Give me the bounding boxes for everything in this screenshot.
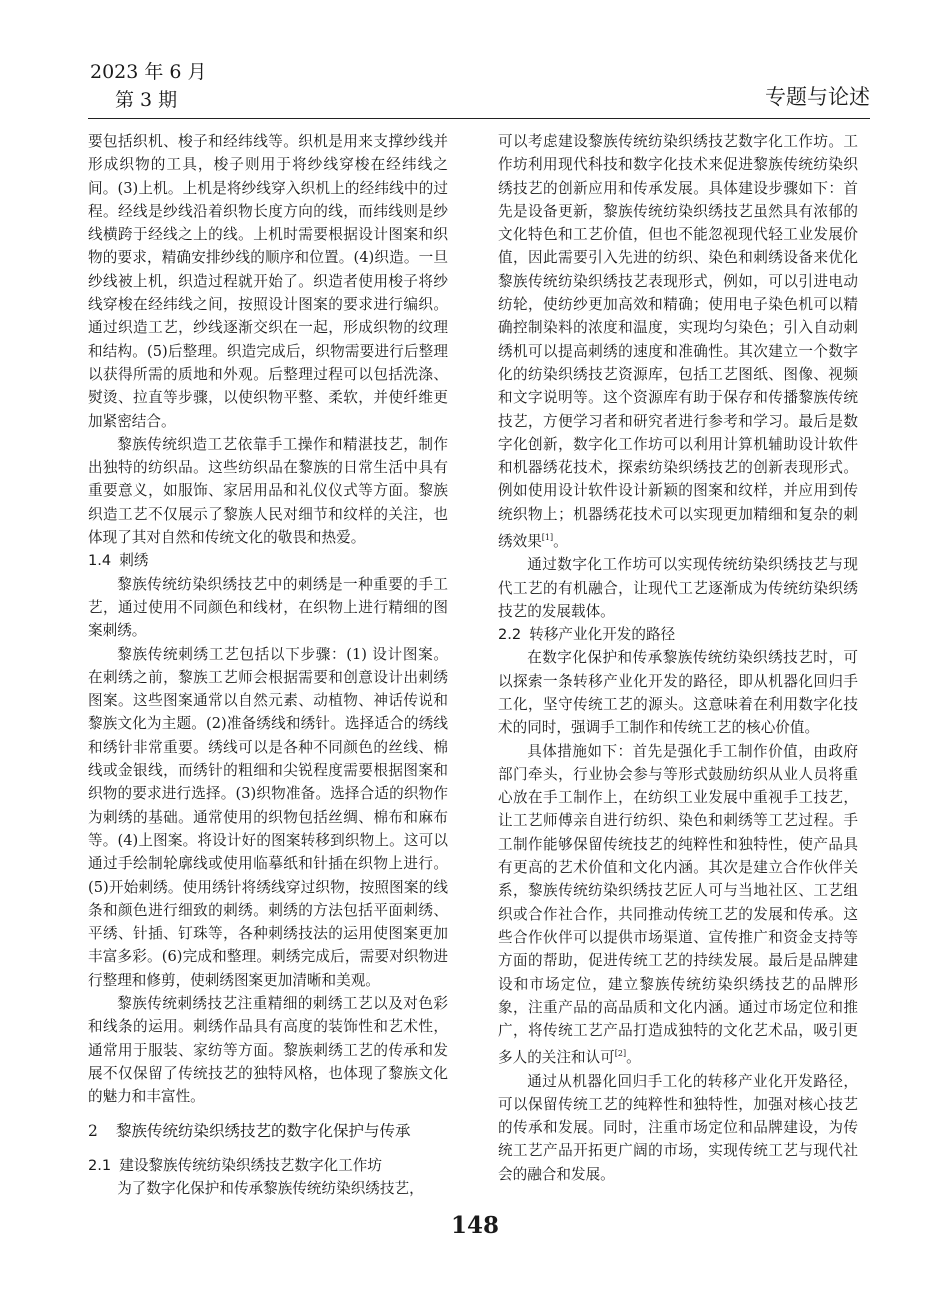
paragraph-text: 具体措施如下：首先是强化手工制作价值，由政府部门牵头，行业协会参与等形式鼓励纺织从业人员将重心放在手工制作上，在纺织工业发展中重视手工技艺，让工艺师傅亲自进行纺织、染色和刺绣等工艺过程。手工制作能够保留传统技艺的纯粹性和独特性，使产品具有更高的艺术价值和文化内涵。其次是建立合作伙伴关系，黎族传统纺染织绣技艺匠人可与当地社区、工艺组织或合作社合作，共同推动传统工艺的发展和传承。这些合作伙伴可以提供市场渠道、宣传推广和资金支持等方面的帮助，促进传统工艺的持续发展。最后是品牌建设和市场定位，建立黎族传统纺染织绣技艺的品牌形象，注重产品的高品质和文化内涵。通过市场定位和推广，将传统工艺产品打造成独特的文化艺术品，吸引更多人的关注和认可: [498, 742, 858, 1067]
section-heading-2: [88, 1120, 448, 1143]
paragraph-text: 可以考虑建设黎族传统纺染织绣技艺数字化工作坊。工作坊利用现代科技和数字化技术来促进黎族传统纺染织绣技艺的创新应用和传承发展。具体建设步骤如下：首先是设备更新，黎族传统纺染织绣技艺虽然具有浓郁的文化特色和工艺价值，但也不能忽视现代轻工业发展价值，因此需要引入先进的纺织、染色和刺绣设备来优化黎族传统纺染织绣技艺表现形式，例如，可以引进电动纺轮，使纺纱更加高效和精确；使用电子染色机可以精确控制染料的浓度和温度，实现均匀染色；引入自动刺绣机可以提高刺绣的速度和准确性。其次建立一个数字化的纺染织绣技艺资源库，包括工艺图纸、图像、视频和文字说明等。这个资源库有助于保存和传播黎族传统技艺，方便学习者和研究者进行参考和学习。最后是数字化创新，数字化工作坊可以利用计算机辅助设计软件和机器绣花技术，探索纺染织绣技艺的创新表现形式。例如使用设计软件设计新颖的图案和纹样，并应用到传统织物上；机器绣花技术可以实现更加精细和复杂的刺绣效果: [498, 133, 858, 550]
right-column: [498, 130, 858, 1186]
paragraph: [498, 130, 858, 553]
heading-text: 建设黎族传统纺染织绣技艺数字化工作坊: [119, 1156, 382, 1174]
heading-number: 2.1: [88, 1156, 112, 1174]
heading-text: 转移产业化开发的路径: [529, 626, 676, 644]
section-heading-2-2: [498, 623, 858, 646]
header-date: 2023 年 6 月: [90, 61, 207, 83]
paragraph-text: 。: [553, 532, 568, 550]
heading-number: 2.2: [498, 626, 522, 644]
heading-text: 刺绣: [119, 552, 149, 570]
heading-text: 黎族传统纺染织绣技艺的数字化保护与传承: [116, 1122, 411, 1141]
paragraph: 为了数字化保护和传承黎族传统纺染织绣技艺，: [117, 1180, 424, 1198]
section-heading-2-1: [88, 1154, 448, 1177]
paragraph: 要包括织机、梭子和经纬线等。织机是用来支撑纱线并形成织物的工具，梭子则用于将纱线穿梭在经纬线之间。(3)上机。上机是将纱线穿入织机上的经纬线中的过程。经线是纱线沿着织物长度方向的线，而纬线则是纱线横跨于经线之上的线。上机时需要根据设计图案和织物的要求，精确安排纱线的顺序和位置。(4)织造。一旦纱线被上机，织造过程就开始了。织造者使用梭子将纱线穿梭在经纬线之间，按照设计图案的要求进行编织。通过织造工艺，纱线逐渐交织在一起，形成织物的纹理和结构。(5)后整理。织造完成后，织物需要进行后整理以获得所需的质地和外观。后整理过程可以包括洗涤、熨烫、拉直等步骤，以使织物平整、柔软，并使纤维更加紧密结合。: [88, 133, 448, 430]
paragraph: 黎族传统纺染织绣技艺中的刺绣是一种重要的手工艺，通过使用不同颜色和线材，在织物上进行精细的图案刺绣。: [88, 575, 448, 640]
heading-number: 1.4: [88, 552, 112, 570]
citation-ref: [1]: [541, 533, 554, 543]
header-section-title: 专题与论述: [765, 85, 870, 109]
paragraph: 通过数字化工作坊可以实现传统纺染织绣技艺与现代工艺的有机融合，让现代工艺逐渐成为传统纺染织绣技艺的发展载体。: [498, 556, 858, 620]
section-heading-1-4: [88, 549, 448, 572]
left-column: [88, 130, 448, 1200]
citation-ref: [2]: [614, 1049, 627, 1059]
paragraph: 通过从机器化回归手工化的转移产业化开发路径，可以保留传统工艺的纯粹性和独特性，加强对核心技艺的传承和发展。同时，注重市场定位和品牌建设，为传统工艺产品开拓更广阔的市场，实现传统工艺与现代社会的融合和发展。: [498, 1072, 858, 1183]
paragraph: 黎族传统织造工艺依靠手工操作和精湛技艺，制作出独特的纺织品。这些纺织品在黎族的日常生活中具有重要意义，如服饰、家居用品和礼仪仪式等方面。黎族织造工艺不仅展示了黎族人民对细节和纹样的关注，也体现了其对自然和传统文化的敬畏和热爱。: [88, 435, 448, 547]
page-number: 148: [450, 1212, 499, 1239]
paragraph: 黎族传统刺绣技艺注重精细的刺绣工艺以及对色彩和线条的运用。刺绣作品具有高度的装饰性和艺术性，通常用于服装、家纺等方面。黎族刺绣工艺的传承和发展不仅保留了传统技艺的独特风格，也体现了黎族文化的魅力和丰富性。: [88, 994, 448, 1106]
header-rule: [88, 118, 870, 119]
paragraph: 黎族传统刺绣工艺包括以下步骤：(1) 设计图案。在刺绣之前，黎族工艺师会根据需要和创意设计出刺绣图案。这些图案通常以自然元素、动植物、神话传说和黎族文化为主题。(2)准备绣线和绣针。选择适合的绣线和绣针非常重要。绣线可以是各种不同颜色的丝线、棉线或金银线，而绣针的粗细和尖锐程度需要根据图案和织物的要求进行选择。(3)织物准备。选择合适的织物作为刺绣的基础。通常使用的织物包括丝绸、棉布和麻布等。(4)上图案。将设计好的图案转移到织物上。这可以通过手绘制轮廓线或使用临摹纸和针插在织物上进行。(5)开始刺绣。使用绣针将绣线穿过织物，按照图案的线条和颜色进行细致的刺绣。刺绣的方法包括平面刺绣、平绣、针插、钉珠等，各种刺绣技法的运用使图案更加丰富多彩。(6)完成和整理。刺绣完成后，需要对织物进行整理和修剪，使刺绣图案更加清晰和美观。: [88, 645, 448, 989]
header-issue: 第 3 期: [115, 89, 178, 111]
paragraph-text: 。: [626, 1049, 641, 1067]
heading-number: 2: [88, 1122, 98, 1141]
paragraph: [498, 740, 858, 1070]
paragraph: 在数字化保护和传承黎族传统纺染织绣技艺时，可以探索一条转移产业化开发的路径，即从机器化回归手工化，坚守传统工艺的源头。这意味着在利用数字化技术的同时，强调手工制作和传统工艺的核心价值。: [498, 649, 858, 737]
